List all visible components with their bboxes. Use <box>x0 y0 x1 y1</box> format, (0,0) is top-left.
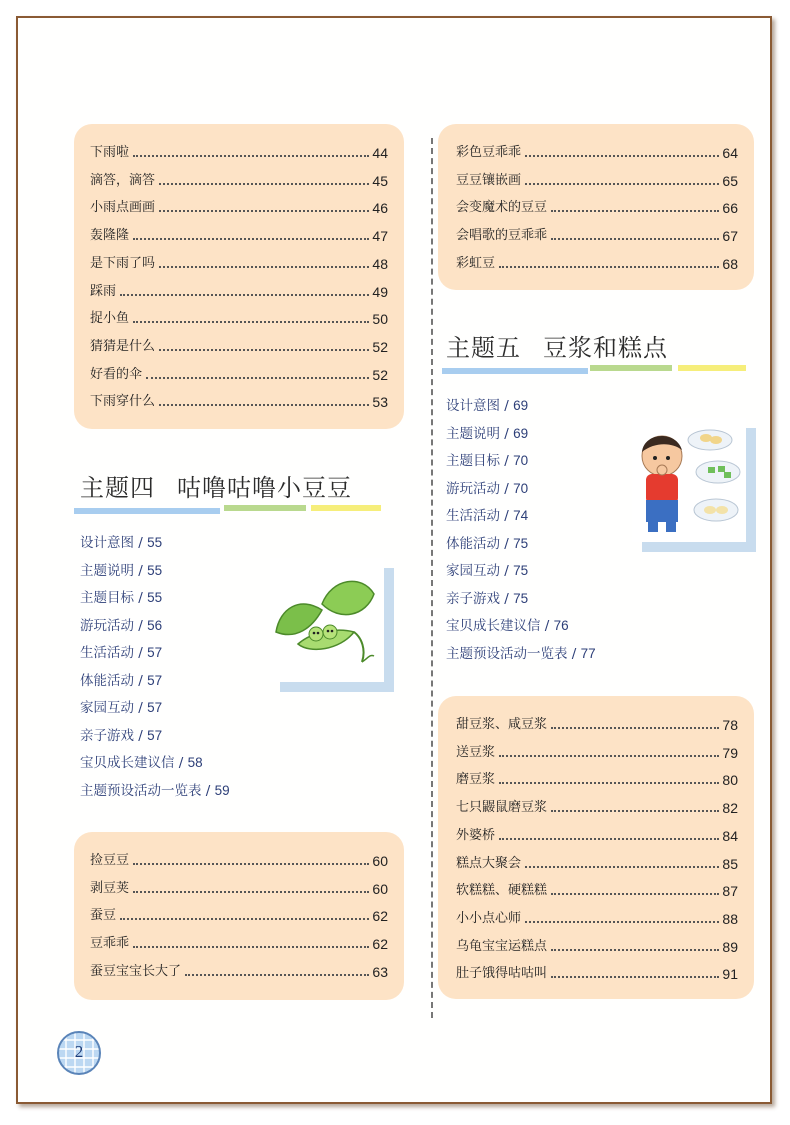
section-entry <box>80 639 230 667</box>
toc-entry <box>456 245 738 272</box>
toc-entry-title: 磨豆浆 <box>456 772 496 788</box>
toc-entry-title: 捡豆豆 <box>90 853 130 868</box>
toc-box-rain <box>74 124 404 429</box>
toc-entry-page: 50 <box>372 311 388 328</box>
toc-entry-title: 豆乖乖 <box>90 936 130 952</box>
toc-entry <box>90 134 388 161</box>
toc-leader-dots <box>525 920 719 923</box>
toc-entry-page: 60 <box>372 853 388 869</box>
section-page: 75 <box>513 590 529 606</box>
toc-entry <box>90 189 388 216</box>
section-entry <box>80 584 230 612</box>
section-title: 亲子游戏 <box>80 727 134 744</box>
pea-pod-icon <box>270 558 384 682</box>
toc-entry-title: 滴答，滴答 <box>90 172 156 188</box>
section-separator: / <box>134 562 148 579</box>
toc-entry <box>90 356 388 383</box>
section-separator: / <box>500 563 514 579</box>
section-title: 生活活动 <box>446 508 500 524</box>
toc-entry-page: 48 <box>372 255 388 272</box>
toc-entry <box>456 955 738 982</box>
theme4-bar-blue <box>74 508 220 514</box>
section-title: 游玩活动 <box>446 480 500 497</box>
section-title: 生活活动 <box>80 645 134 661</box>
section-entry <box>446 640 596 668</box>
toc-leader-dots <box>185 973 369 976</box>
toc-leader-dots <box>551 809 719 812</box>
section-title: 宝贝成长建议信 <box>446 618 541 634</box>
section-entry <box>80 557 230 585</box>
toc-entry-title: 好看的伞 <box>90 366 143 382</box>
toc-entry-title: 送豆浆 <box>456 744 496 760</box>
section-page: 69 <box>513 425 529 441</box>
section-page: 69 <box>513 398 529 413</box>
toc-leader-dots <box>120 293 369 296</box>
toc-leader-dots <box>120 917 369 920</box>
toc-leader-dots <box>499 265 719 268</box>
section-separator: / <box>201 782 215 799</box>
section-separator: / <box>500 425 514 442</box>
toc-box-soymilk <box>438 696 754 999</box>
toc-entry <box>90 383 388 410</box>
section-page: 55 <box>147 590 163 605</box>
toc-entry-page: 67 <box>722 228 738 245</box>
toc-entry-title: 小雨点画画 <box>90 200 156 216</box>
section-page: 58 <box>187 755 203 770</box>
toc-entry-page: 80 <box>722 772 738 789</box>
toc-entry <box>456 817 738 844</box>
toc-entry <box>90 925 388 952</box>
toc-entry <box>90 328 388 355</box>
toc-leader-dots <box>133 154 369 157</box>
section-separator: / <box>500 398 514 414</box>
toc-entry-title: 彩虹豆 <box>456 255 496 271</box>
toc-box-beans <box>74 832 404 1000</box>
section-page: 55 <box>147 535 163 550</box>
toc-leader-dots <box>525 154 719 157</box>
toc-entry-title: 会唱歌的豆乖乖 <box>456 228 548 244</box>
theme4-bar-yellow <box>311 505 381 511</box>
section-title: 游玩活动 <box>80 617 134 634</box>
toc-leader-dots <box>551 975 719 978</box>
section-separator: / <box>500 590 514 607</box>
section-page: 75 <box>513 535 529 551</box>
toc-entry-page: 63 <box>372 963 388 980</box>
section-entry <box>80 667 230 695</box>
theme4-section-list <box>80 529 230 804</box>
section-entry <box>446 557 596 585</box>
toc-leader-dots <box>551 726 719 729</box>
theme4-heading <box>80 468 352 503</box>
toc-entry <box>456 789 738 816</box>
toc-leader-dots <box>133 890 369 893</box>
theme5-section-list <box>446 392 596 667</box>
toc-entry-page: 91 <box>722 966 738 983</box>
toc-entry <box>90 897 388 924</box>
toc-entry <box>90 273 388 300</box>
toc-entry-page: 46 <box>372 200 388 217</box>
toc-leader-dots <box>499 754 719 757</box>
toc-entry-page: 49 <box>372 283 388 300</box>
toc-entry <box>456 845 738 872</box>
toc-entry-page: 52 <box>372 338 388 355</box>
pea-pod-illustration <box>270 558 394 692</box>
boy-eating-snacks-illustration <box>632 418 756 552</box>
section-page: 57 <box>147 727 163 743</box>
section-title: 主题目标 <box>80 590 134 606</box>
section-title: 主题目标 <box>446 453 500 469</box>
toc-entry <box>456 872 738 899</box>
section-entry <box>446 530 596 558</box>
section-entry <box>80 722 230 750</box>
section-entry <box>446 502 596 530</box>
section-title: 体能活动 <box>446 535 500 552</box>
section-page: 55 <box>147 562 163 578</box>
section-separator: / <box>134 617 148 634</box>
section-title: 体能活动 <box>80 672 134 689</box>
theme5-name: 豆浆和糕点 <box>543 334 668 362</box>
toc-entry-page: 64 <box>722 145 738 161</box>
toc-entry-title: 剥豆荚 <box>90 880 130 896</box>
section-page: 57 <box>147 700 163 715</box>
toc-leader-dots <box>159 403 369 406</box>
toc-entry <box>456 162 738 189</box>
section-title: 宝贝成长建议信 <box>80 755 175 771</box>
theme5-bar-blue <box>442 368 588 374</box>
section-page: 57 <box>147 645 163 660</box>
toc-entry-page: 62 <box>372 936 388 953</box>
section-entry <box>80 612 230 640</box>
toc-entry <box>456 734 738 761</box>
toc-entry-page: 68 <box>722 255 738 272</box>
section-title: 家园互动 <box>80 700 134 716</box>
section-entry <box>80 694 230 722</box>
section-page: 76 <box>553 618 569 633</box>
toc-entry-page: 89 <box>722 938 738 955</box>
theme5-heading <box>446 328 668 363</box>
toc-entry <box>90 953 388 980</box>
toc-entry-title: 是下雨了吗 <box>90 255 156 271</box>
section-separator: / <box>134 645 148 661</box>
section-entry <box>446 475 596 503</box>
toc-entry <box>456 134 738 161</box>
toc-entry-page: 85 <box>722 855 738 872</box>
section-title: 设计意图 <box>446 398 500 414</box>
section-separator: / <box>134 672 148 689</box>
toc-entry <box>456 928 738 955</box>
toc-entry-page: 78 <box>722 717 738 733</box>
toc-entry-title: 肚子饿得咕咕叫 <box>456 966 548 982</box>
section-page: 77 <box>580 645 596 661</box>
page-frame <box>16 16 772 1104</box>
toc-box-colorbeans <box>438 124 754 290</box>
section-page: 57 <box>147 672 163 688</box>
toc-entry-title: 小小点心师 <box>456 910 522 926</box>
toc-leader-dots <box>133 862 369 865</box>
toc-entry-page: 62 <box>372 908 388 925</box>
section-entry <box>446 420 596 448</box>
section-title: 主题预设活动一览表 <box>446 645 568 662</box>
toc-entry <box>456 189 738 216</box>
section-entry <box>80 777 230 805</box>
toc-entry-page: 45 <box>372 172 388 189</box>
section-separator: / <box>567 645 581 662</box>
toc-leader-dots <box>133 945 369 948</box>
toc-leader-dots <box>525 182 719 185</box>
column-divider <box>431 138 433 1018</box>
toc-leader-dots <box>133 320 369 323</box>
toc-entry-title: 踩雨 <box>90 283 117 299</box>
toc-entry-title: 轰隆隆 <box>90 228 130 244</box>
section-separator: / <box>500 480 514 497</box>
section-title: 主题预设活动一览表 <box>80 782 202 799</box>
section-page: 70 <box>513 480 529 496</box>
toc-leader-dots <box>551 948 719 951</box>
theme4-label: 主题四 <box>80 474 155 502</box>
toc-entry-page: 47 <box>372 228 388 245</box>
toc-leader-dots <box>551 209 719 212</box>
toc-entry-title: 下雨穿什么 <box>90 394 156 410</box>
toc-leader-dots <box>159 348 369 351</box>
section-entry <box>446 585 596 613</box>
toc-entry-page: 66 <box>722 200 738 217</box>
toc-entry-title: 七只鼹鼠磨豆浆 <box>456 800 548 816</box>
toc-entry <box>90 842 388 869</box>
section-separator: / <box>134 535 148 551</box>
toc-entry-title: 乌龟宝宝运糕点 <box>456 938 548 954</box>
section-entry <box>80 529 230 557</box>
toc-entry <box>456 217 738 244</box>
section-entry <box>80 749 230 777</box>
section-title: 家园互动 <box>446 563 500 579</box>
section-separator: / <box>134 700 148 716</box>
toc-entry-page: 44 <box>372 145 388 161</box>
toc-entry-title: 下雨啦 <box>90 145 130 160</box>
toc-entry-title: 甜豆浆、咸豆浆 <box>456 717 548 732</box>
toc-entry-page: 65 <box>722 172 738 189</box>
section-separator: / <box>134 727 148 744</box>
section-separator: / <box>134 590 148 606</box>
toc-leader-dots <box>499 837 719 840</box>
section-title: 主题说明 <box>80 562 134 579</box>
toc-entry-page: 60 <box>372 880 388 897</box>
toc-entry <box>90 300 388 327</box>
toc-entry-page: 87 <box>722 883 738 900</box>
theme5-bar-green <box>590 365 672 371</box>
toc-entry-page: 52 <box>372 366 388 383</box>
toc-entry <box>90 870 388 897</box>
toc-entry-page: 88 <box>722 910 738 927</box>
toc-leader-dots <box>499 781 719 784</box>
toc-entry-title: 豆豆镶嵌画 <box>456 172 522 188</box>
section-page: 59 <box>214 782 230 798</box>
section-title: 亲子游戏 <box>446 590 500 607</box>
toc-entry-title: 蚕豆宝宝长大了 <box>90 963 182 979</box>
toc-entry-page: 82 <box>722 800 738 817</box>
toc-entry <box>456 706 738 733</box>
toc-entry-title: 软糕糕、硬糕糕 <box>456 883 548 899</box>
toc-entry-title: 会变魔术的豆豆 <box>456 200 548 216</box>
section-entry <box>446 392 596 420</box>
toc-leader-dots <box>551 892 719 895</box>
toc-leader-dots <box>146 376 369 379</box>
toc-entry-title: 彩色豆乖乖 <box>456 145 522 160</box>
toc-entry <box>456 900 738 927</box>
toc-entry-title: 外婆桥 <box>456 827 496 843</box>
theme4-bar-green <box>224 505 306 511</box>
section-separator: / <box>500 535 514 552</box>
toc-entry-page: 53 <box>372 394 388 411</box>
section-separator: / <box>174 755 188 771</box>
toc-leader-dots <box>551 237 719 240</box>
toc-leader-dots <box>159 265 369 268</box>
section-page: 70 <box>513 453 529 468</box>
section-title: 设计意图 <box>80 535 134 551</box>
toc-entry-title: 捉小鱼 <box>90 311 130 327</box>
toc-entry <box>90 217 388 244</box>
toc-leader-dots <box>159 209 369 212</box>
page-number-badge <box>56 1030 102 1076</box>
section-page: 74 <box>513 508 529 523</box>
theme5-label: 主题五 <box>446 334 521 362</box>
toc-leader-dots <box>133 237 369 240</box>
section-separator: / <box>500 453 514 469</box>
toc-entry-page: 84 <box>722 827 738 844</box>
theme4-name: 咕噜咕噜小豆豆 <box>177 474 352 502</box>
toc-entry-title: 糕点大聚会 <box>456 855 522 871</box>
section-title: 主题说明 <box>446 425 500 442</box>
toc-leader-dots <box>525 865 719 868</box>
toc-leader-dots <box>159 182 369 185</box>
boy-with-snacks-icon <box>632 418 746 542</box>
section-separator: / <box>500 508 514 524</box>
toc-entry-title: 蚕豆 <box>90 908 117 924</box>
toc-entry-page: 79 <box>722 744 738 761</box>
theme5-bar-yellow <box>678 365 746 371</box>
section-separator: / <box>540 618 554 634</box>
section-entry <box>446 447 596 475</box>
section-entry <box>446 612 596 640</box>
toc-entry <box>90 245 388 272</box>
toc-entry-title: 猜猜是什么 <box>90 338 156 354</box>
section-page: 75 <box>513 563 529 578</box>
section-page: 56 <box>147 617 163 633</box>
toc-entry <box>456 761 738 788</box>
page-number: 2 <box>74 1042 84 1061</box>
toc-entry <box>90 162 388 189</box>
